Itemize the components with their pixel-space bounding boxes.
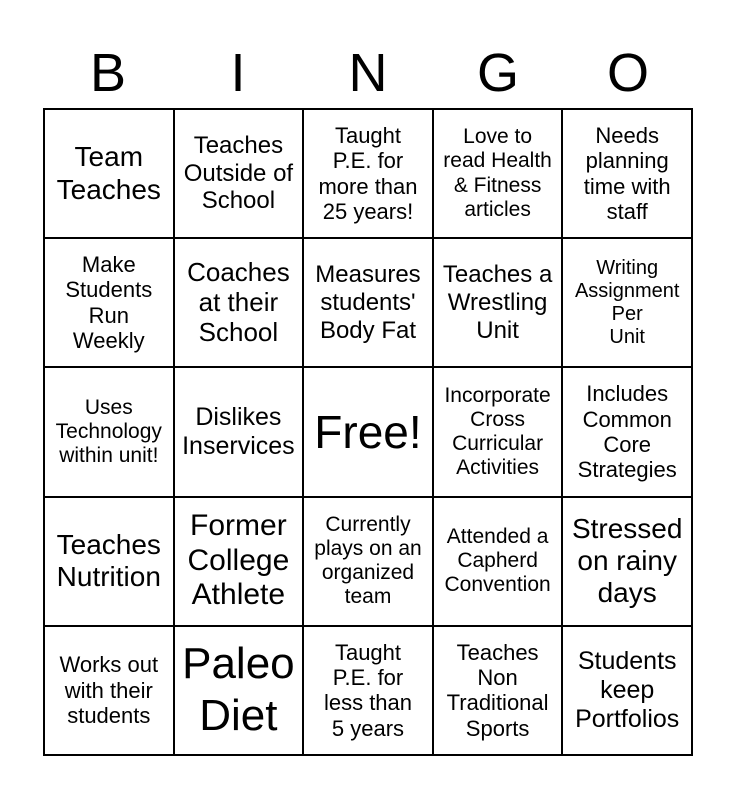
bingo-cell[interactable]: Paleo Diet xyxy=(174,626,304,755)
bingo-cell[interactable]: Teaches a Wrestling Unit xyxy=(433,238,563,367)
bingo-cell[interactable]: Writing Assignment Per Unit xyxy=(562,238,692,367)
bingo-cell[interactable]: Uses Technology within unit! xyxy=(44,367,174,496)
header-letter-g: G xyxy=(476,43,519,103)
bingo-cell[interactable]: Stressed on rainy days xyxy=(562,497,692,626)
bingo-cell[interactable]: Needs planning time with staff xyxy=(562,109,692,238)
bingo-card-grid xyxy=(43,108,693,756)
header-letter-o: O xyxy=(606,43,649,103)
bingo-cell[interactable]: Team Teaches xyxy=(44,109,174,238)
bingo-cell[interactable]: Dislikes Inservices xyxy=(174,367,304,496)
bingo-free-space[interactable]: Free! xyxy=(303,367,433,496)
bingo-cell[interactable]: Coaches at their School xyxy=(174,238,304,367)
header-letter-i: I xyxy=(230,43,246,103)
bingo-cell[interactable]: Incorporate Cross Curricular Activities xyxy=(433,367,563,496)
bingo-cell[interactable]: Teaches Non Traditional Sports xyxy=(433,626,563,755)
bingo-cell[interactable]: Love to read Health & Fitness articles xyxy=(433,109,563,238)
header-letter-b: B xyxy=(89,43,127,103)
bingo-cell[interactable]: Taught P.E. for less than 5 years xyxy=(303,626,433,755)
bingo-cell[interactable]: Students keep Portfolios xyxy=(562,626,692,755)
bingo-header xyxy=(43,40,693,106)
bingo-cell[interactable]: Measures students' Body Fat xyxy=(303,238,433,367)
bingo-cell[interactable]: Includes Common Core Strategies xyxy=(562,367,692,496)
bingo-cell[interactable]: Teaches Nutrition xyxy=(44,497,174,626)
bingo-cell[interactable]: Currently plays on an organized team xyxy=(303,497,433,626)
bingo-cell[interactable]: Make Students Run Weekly xyxy=(44,238,174,367)
header-letter-n: N xyxy=(348,43,388,103)
bingo-cell[interactable]: Attended a Capherd Convention xyxy=(433,497,563,626)
bingo-cell[interactable]: Taught P.E. for more than 25 years! xyxy=(303,109,433,238)
bingo-cell[interactable]: Teaches Outside of School xyxy=(174,109,304,238)
bingo-cell[interactable]: Former College Athlete xyxy=(174,497,304,626)
bingo-cell[interactable]: Works out with their students xyxy=(44,626,174,755)
